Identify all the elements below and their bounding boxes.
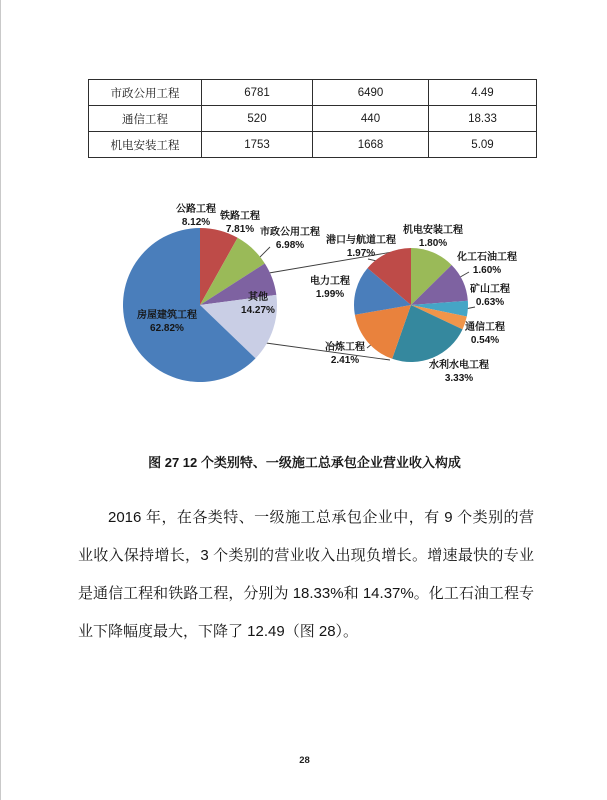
pie-label-mining: 矿山工程 0.63% [470,284,510,308]
table-cell: 440 [313,106,429,132]
table-cell: 6781 [202,80,313,106]
table-cell: 1753 [202,132,313,158]
table-cell: 1668 [313,132,429,158]
data-table [88,79,537,158]
pie-label-electric-power: 电力工程 1.99% [310,276,350,300]
pie-label-telecom: 通信工程 0.54% [465,322,505,346]
table-row [89,106,537,132]
pie-label-municipal: 市政公用工程 6.98% [260,227,320,251]
table-cell: 市政公用工程 [89,80,202,106]
table-cell: 5.09 [429,132,537,158]
pie-label-smelting: 冶炼工程 2.41% [325,342,365,366]
pie-label-port-waterway: 港口与航道工程 1.97% [326,235,396,259]
table-cell: 机电安装工程 [89,132,202,158]
pie-label-building: 房屋建筑工程 62.82% [137,310,197,334]
table-cell: 18.33 [429,106,537,132]
table-row [89,80,537,106]
table-row [89,132,537,158]
table-cell: 4.49 [429,80,537,106]
page-number: 28 [299,755,310,766]
pie-label-railway: 铁路工程 7.81% [220,211,260,235]
table-cell: 520 [202,106,313,132]
pie-label-chemical-petroleum: 化工石油工程 1.60% [457,252,517,276]
figure-pie-of-pie [1,190,607,425]
table-wrapper [88,79,537,158]
table-cell: 6490 [313,80,429,106]
body-paragraph: 2016 年，在各类特、一级施工总承包企业中，有 9 个类别的营业收入保持增长，3 个类别的营业收入出现负增长。增速最快的专业是通信工程和铁路工程，分别为 18.33%和 14.37%。化工石油工程专业下降幅度最大，下降了 12.49（图 28）。 [78,509,534,640]
pie-label-mech-electrical: 机电安装工程 1.80% [403,225,463,249]
figure-caption: 图 27 12 个类别特、一级施工总承包企业营业收入构成 [148,455,461,470]
pie-label-water-conservancy: 水利水电工程 3.33% [429,360,489,384]
pie-label-highway: 公路工程 8.12% [176,204,216,228]
pie-label-other: 其他 14.27% [241,292,275,316]
table-cell: 通信工程 [89,106,202,132]
